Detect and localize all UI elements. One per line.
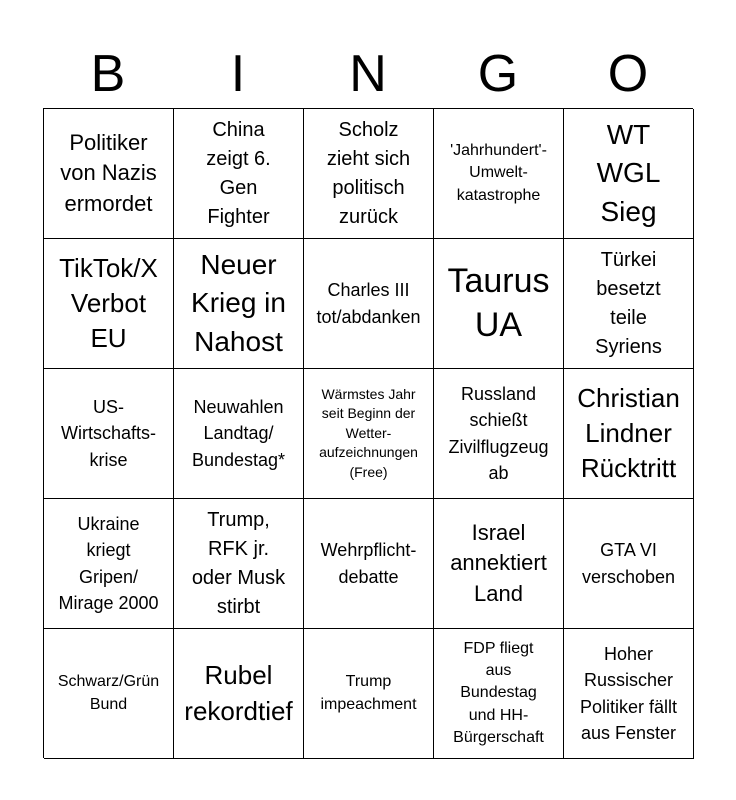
bingo-cell[interactable] [304,239,434,369]
cell-text: Ukraine kriegt Gripen/ Mirage 2000 [58,514,159,613]
cell-text: Scholz zieht sich politisch zurück [326,118,411,228]
bingo-cell[interactable] [44,109,174,239]
bingo-cell[interactable] [174,629,304,759]
bingo-cell[interactable] [304,369,434,499]
bingo-cell[interactable] [174,109,304,239]
bingo-cell[interactable] [564,109,694,239]
bingo-cell[interactable] [174,239,304,369]
cell-text: Charles III tot/abdanken [316,280,421,327]
cell-text: US- Wirtschafts- krise [60,397,156,470]
bingo-cell[interactable] [44,369,174,499]
cell-text: Wärmstes Jahr seit Beginn der Wetter- aufzeichnungen (Free) [319,385,418,480]
cell-text: FDP fliegt aus Bundestag und HH- Bürgerschaft [453,639,544,747]
cell-text: Trump impeachment [320,673,417,713]
cell-text: Trump, RFK jr. oder Musk stirbt [191,508,286,618]
bingo-cell[interactable] [304,109,434,239]
bingo-cell[interactable] [564,369,694,499]
cell-text: Russland schießt Zivilflugzeug ab [448,384,549,483]
cell-text: 'Jahrhundert'- Umwelt- katastrophe [450,141,547,204]
bingo-cell[interactable] [304,499,434,629]
cell-text: Wehrpflicht- debatte [320,540,417,587]
cell-text: TikTok/X Verbot EU [59,252,158,354]
bingo-cell[interactable] [564,499,694,629]
header-letter-b: B [90,45,126,103]
bingo-board [43,108,693,758]
bingo-cell[interactable] [174,499,304,629]
cell-text: Hoher Russischer Politiker fällt aus Fenster [579,644,678,743]
cell-text: WT WGL Sieg [596,118,661,227]
bingo-cell[interactable] [434,629,564,759]
bingo-header [43,40,693,108]
cell-text: China zeigt 6. Gen Fighter [206,118,271,228]
bingo-cell[interactable] [434,239,564,369]
bingo-cell[interactable] [564,629,694,759]
cell-text: Schwarz/Grün Bund [57,673,160,713]
bingo-cell[interactable] [44,629,174,759]
cell-text: Taurus UA [447,261,550,344]
bingo-cell[interactable] [44,499,174,629]
bingo-cell[interactable] [564,239,694,369]
header-letter-n: N [349,45,387,103]
cell-text: Israel annektiert Land [450,519,547,606]
bingo-cell[interactable] [434,369,564,499]
bingo-cell[interactable] [44,239,174,369]
bingo-cell[interactable] [304,629,434,759]
bingo-cell[interactable] [434,109,564,239]
cell-text: Politiker von Nazis ermordet [60,129,157,216]
cell-text: GTA VI verschoben [581,540,676,587]
bingo-cell[interactable] [434,499,564,629]
header-letter-g: G [477,45,519,103]
cell-text: Rubel rekordtief [184,660,293,726]
cell-text: Neuwahlen Landtag/ Bundestag* [191,397,286,470]
cell-text: Neuer Krieg in Nahost [191,248,286,357]
header-letter-o: O [607,45,649,103]
cell-text: Türkei besetzt teile Syriens [595,248,662,358]
bingo-cell[interactable] [174,369,304,499]
header-letter-i: I [230,45,246,103]
cell-text: Christian Lindner Rücktritt [577,382,680,484]
